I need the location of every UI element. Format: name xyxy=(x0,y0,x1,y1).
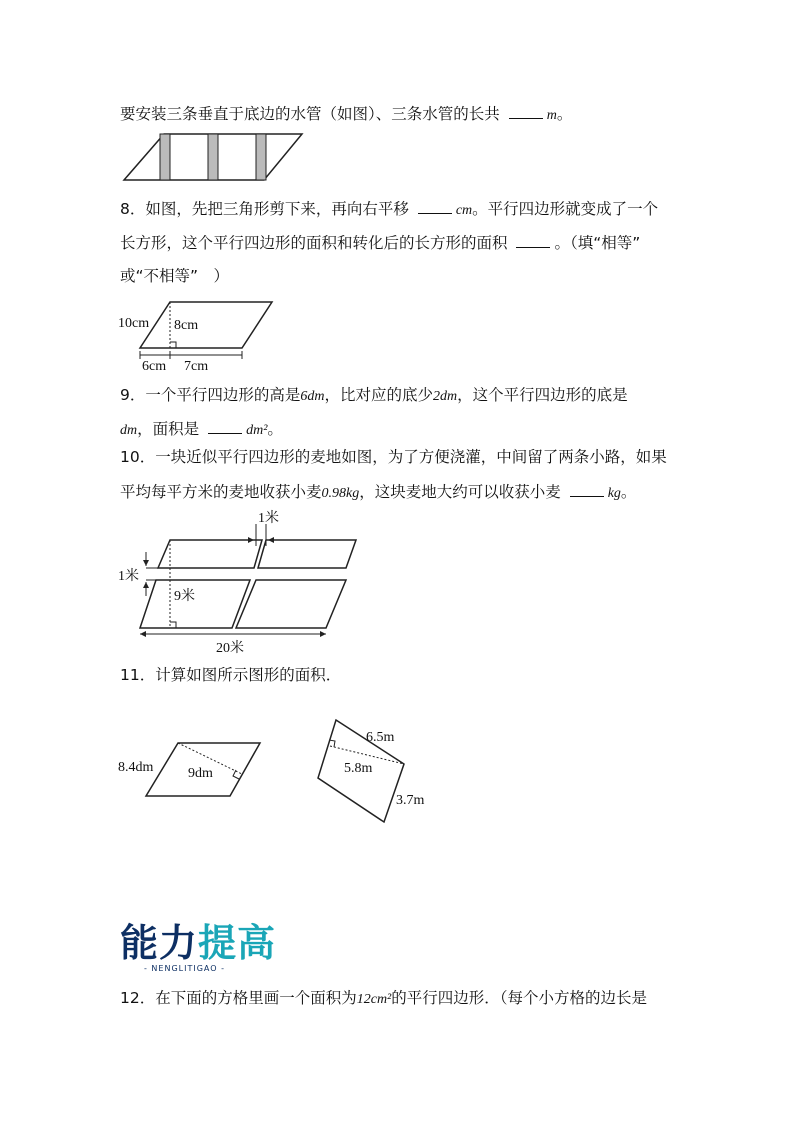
q7-end: 。 xyxy=(556,105,573,123)
q8-line-2 xyxy=(120,233,640,253)
q7-text: 要安装三条垂直于底边的水管（如图）、三条水管的长共 xyxy=(120,105,500,123)
q9-end: 。 xyxy=(267,420,283,438)
q8-text-c: 长方形，这个平行四边形的面积和转化后的长方形的面积 xyxy=(120,234,508,252)
q8-parallelogram-figure xyxy=(118,300,278,372)
q8-answer-blank-2[interactable] xyxy=(516,233,550,248)
q11-figure-1 xyxy=(118,740,268,800)
q11-fig1-height-label: 9dm xyxy=(188,766,213,781)
q10-line-1 xyxy=(120,447,667,467)
q8-text-e: 或“不相等” ） xyxy=(120,267,230,285)
ability-logo xyxy=(120,922,276,964)
q8-unit: cm xyxy=(455,203,473,218)
q9-height-value: 6 xyxy=(300,389,308,404)
q10-fig-road-v-label: 1米 xyxy=(258,511,279,526)
q9-answer-blank[interactable] xyxy=(208,419,242,434)
q11-fig2-height-label: 5.8m xyxy=(344,761,373,776)
q8-line-1 xyxy=(120,199,658,221)
q9-text-d: ，面积是 xyxy=(137,420,200,438)
q10-text-b: 平均每平方米的麦地收获小麦 xyxy=(120,483,322,501)
q10-fig-height-label: 9米 xyxy=(174,589,195,604)
q7-line xyxy=(120,104,572,126)
logo-text-a: 能力 xyxy=(120,921,199,965)
q8-line-3 xyxy=(120,266,229,286)
q10-text-c: ，这块麦地大约可以收获小麦 xyxy=(359,483,561,501)
q11-line xyxy=(120,665,341,685)
q9-line-2 xyxy=(120,419,283,441)
q10-field-figure xyxy=(118,510,368,655)
q7-unit: m xyxy=(546,108,557,123)
pipe-1 xyxy=(160,134,170,180)
q10-yield-value: 0.98 xyxy=(321,486,347,501)
q8-fig-left-label: 6cm xyxy=(142,359,167,374)
q8-fig-side-label: 10cm xyxy=(118,316,150,331)
logo-text-b: 提高 xyxy=(198,921,277,965)
q9-diff-unit: dm xyxy=(440,389,458,404)
q10-text-a: 10．一块近似平行四边形的麦地如图，为了方便浇灌，中间留了两条小路，如果 xyxy=(120,448,667,466)
q8-answer-blank-1[interactable] xyxy=(418,199,452,214)
q9-height-unit: dm xyxy=(307,389,325,404)
q9-diff-value: 2 xyxy=(433,389,441,404)
logo-subtitle: - NENGLITIGAO - xyxy=(144,964,225,973)
q11-text: 11．计算如图所示图形的面积． xyxy=(120,666,342,684)
q8-fig-right-label: 7cm xyxy=(184,359,209,374)
q12-text-a: 12．在下面的方格里画一个面积为 xyxy=(120,989,357,1007)
q9-text-b: ，比对应的底少 xyxy=(324,386,434,404)
q9-text-a: 9．一个平行四边形的高是 xyxy=(120,386,301,404)
q10-fig-road-h-label: 1米 xyxy=(118,569,139,584)
q12-area-value: 12 xyxy=(356,992,371,1007)
q10-line-2 xyxy=(120,482,636,504)
q7-pipes-figure xyxy=(120,132,310,182)
q8-fig-height-label: 8cm xyxy=(174,318,199,333)
pipe-3 xyxy=(256,134,266,180)
q12-text-b: 的平行四边形．（每个小方格的边长是 xyxy=(391,989,648,1007)
q12-line xyxy=(120,988,647,1010)
q9-text-c: ，这个平行四边形的底是 xyxy=(457,386,628,404)
q8-text-a: 8．如图，先把三角形剪下来，再向右平移 xyxy=(120,200,409,218)
q9-base-unit: dm xyxy=(120,423,138,438)
q8-text-d: 。（填“相等” xyxy=(554,234,641,252)
pipe-2 xyxy=(208,134,218,180)
q11-fig2-top-label: 6.5m xyxy=(366,730,395,745)
q10-unit: kg xyxy=(607,486,621,501)
q9-area-unit: dm² xyxy=(246,423,268,438)
q11-fig2-side-label: 3.7m xyxy=(396,793,425,808)
q10-yield-unit: kg xyxy=(346,486,360,501)
q8-text-b: 。平行四边形就变成了一个 xyxy=(472,200,659,218)
q10-end: 。 xyxy=(620,483,637,501)
q12-area-unit: cm² xyxy=(370,992,392,1007)
q9-line-1 xyxy=(120,385,628,407)
q7-answer-blank[interactable] xyxy=(509,104,543,119)
q11-figure-2 xyxy=(316,718,436,828)
q10-fig-base-label: 20米 xyxy=(216,641,244,656)
q11-fig1-side-label: 8.4dm xyxy=(118,760,154,775)
q10-answer-blank[interactable] xyxy=(570,482,604,497)
